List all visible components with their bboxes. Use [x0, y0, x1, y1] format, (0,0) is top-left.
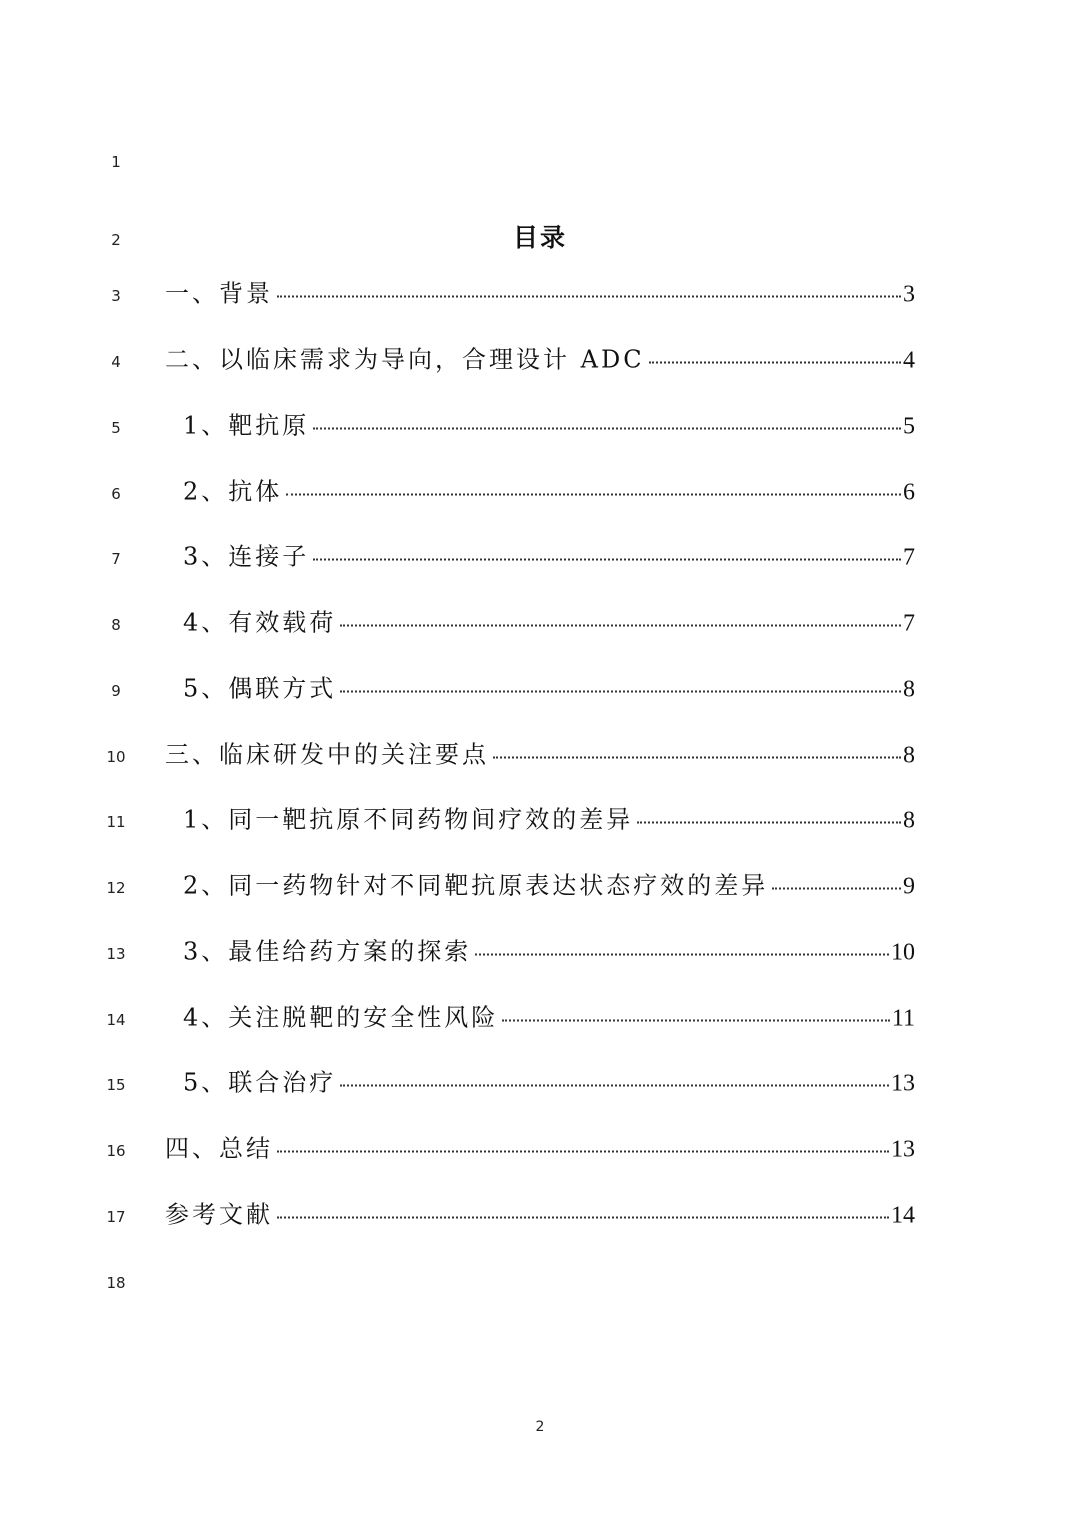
toc-dot-leader — [340, 1085, 889, 1087]
toc-entry[interactable] — [183, 542, 915, 573]
toc-entry-page: 8 — [903, 676, 915, 703]
line-number: 6 — [111, 485, 121, 503]
toc-entry[interactable] — [165, 279, 915, 310]
toc-entry-page: 13 — [891, 1136, 915, 1163]
toc-dot-leader — [340, 625, 901, 627]
toc-dot-leader — [340, 691, 901, 693]
toc-entry-page: 8 — [903, 742, 915, 769]
line-number: 2 — [111, 231, 121, 249]
line-number: 15 — [106, 1076, 126, 1094]
line-number: 10 — [106, 748, 126, 766]
toc-entry-page: 7 — [903, 544, 915, 571]
line-number: 4 — [111, 353, 121, 371]
toc-entry[interactable] — [183, 477, 915, 508]
toc-entry[interactable] — [165, 1134, 915, 1165]
toc-entry-label: 2、抗体 — [183, 477, 283, 506]
toc-entry[interactable] — [165, 345, 915, 376]
toc-entry-label: 二、以临床需求为导向，合理设计 ADC — [165, 345, 645, 374]
line-number: 17 — [106, 1208, 126, 1226]
toc-dot-leader — [277, 1151, 889, 1153]
toc-entry[interactable] — [165, 740, 915, 771]
toc-entry-page: 10 — [891, 939, 915, 966]
toc-dot-leader — [493, 757, 901, 759]
toc-entry[interactable] — [183, 1068, 915, 1099]
line-number: 1 — [111, 153, 121, 171]
toc-title: 目录 — [512, 223, 567, 252]
toc-entry-page: 13 — [891, 1070, 915, 1097]
page-number: 2 — [535, 1419, 545, 1435]
toc-dot-leader — [277, 1217, 889, 1219]
toc-entry-label: 参考文献 — [165, 1200, 273, 1229]
toc-entry[interactable] — [183, 674, 915, 705]
toc-entry-page: 8 — [903, 807, 915, 834]
line-number: 11 — [106, 813, 126, 831]
line-number: 18 — [106, 1274, 126, 1292]
toc-dot-leader — [475, 954, 889, 956]
toc-entry-label: 2、同一药物针对不同靶抗原表达状态疗效的差异 — [183, 871, 769, 900]
toc-entry-page: 3 — [903, 281, 915, 308]
line-number: 3 — [111, 287, 121, 305]
toc-entry-page: 14 — [891, 1202, 915, 1229]
toc-dot-leader — [313, 559, 901, 561]
line-number: 16 — [106, 1142, 126, 1160]
toc-entry-page: 7 — [903, 610, 915, 637]
toc-entry[interactable] — [183, 871, 915, 902]
toc-entry-label: 3、连接子 — [183, 542, 310, 571]
toc-entry-label: 3、最佳给药方案的探索 — [183, 937, 472, 966]
line-number: 14 — [106, 1011, 126, 1029]
toc-entry[interactable] — [183, 411, 915, 442]
toc-entry-label: 4、有效载荷 — [183, 608, 337, 637]
toc-dot-leader — [772, 888, 901, 890]
line-number: 5 — [111, 419, 121, 437]
line-number: 8 — [111, 616, 121, 634]
toc-dot-leader — [637, 822, 901, 824]
toc-dot-leader — [502, 1020, 890, 1022]
toc-entry-page: 5 — [903, 413, 915, 440]
toc-entry-label: 1、同一靶抗原不同药物间疗效的差异 — [183, 805, 634, 834]
line-number: 7 — [111, 550, 121, 568]
toc-entry-label: 四、总结 — [165, 1134, 273, 1163]
toc-dot-leader — [277, 296, 901, 298]
toc-entry[interactable] — [183, 608, 915, 639]
toc-entry[interactable] — [183, 805, 915, 836]
line-number: 12 — [106, 879, 126, 897]
toc-entry-page: 6 — [903, 479, 915, 506]
toc-dot-leader — [649, 362, 901, 364]
toc-entry-label: 一、背景 — [165, 279, 273, 308]
toc-entry-label: 1、靶抗原 — [183, 411, 310, 440]
toc-entry[interactable] — [165, 1200, 915, 1231]
toc-entry-label: 5、偶联方式 — [183, 674, 337, 703]
toc-dot-leader — [286, 494, 901, 496]
toc-entry[interactable] — [183, 937, 915, 968]
toc-entry[interactable] — [183, 1003, 915, 1034]
line-number: 9 — [111, 682, 121, 700]
line-number: 13 — [106, 945, 126, 963]
toc-entry-page: 11 — [891, 1005, 915, 1032]
toc-entry-page: 9 — [903, 873, 915, 900]
toc-dot-leader — [313, 428, 901, 430]
toc-entry-label: 5、联合治疗 — [183, 1068, 337, 1097]
toc-entry-label: 三、临床研发中的关注要点 — [165, 740, 489, 769]
toc-entry-page: 4 — [903, 347, 915, 374]
toc-entry-label: 4、关注脱靶的安全性风险 — [183, 1003, 499, 1032]
